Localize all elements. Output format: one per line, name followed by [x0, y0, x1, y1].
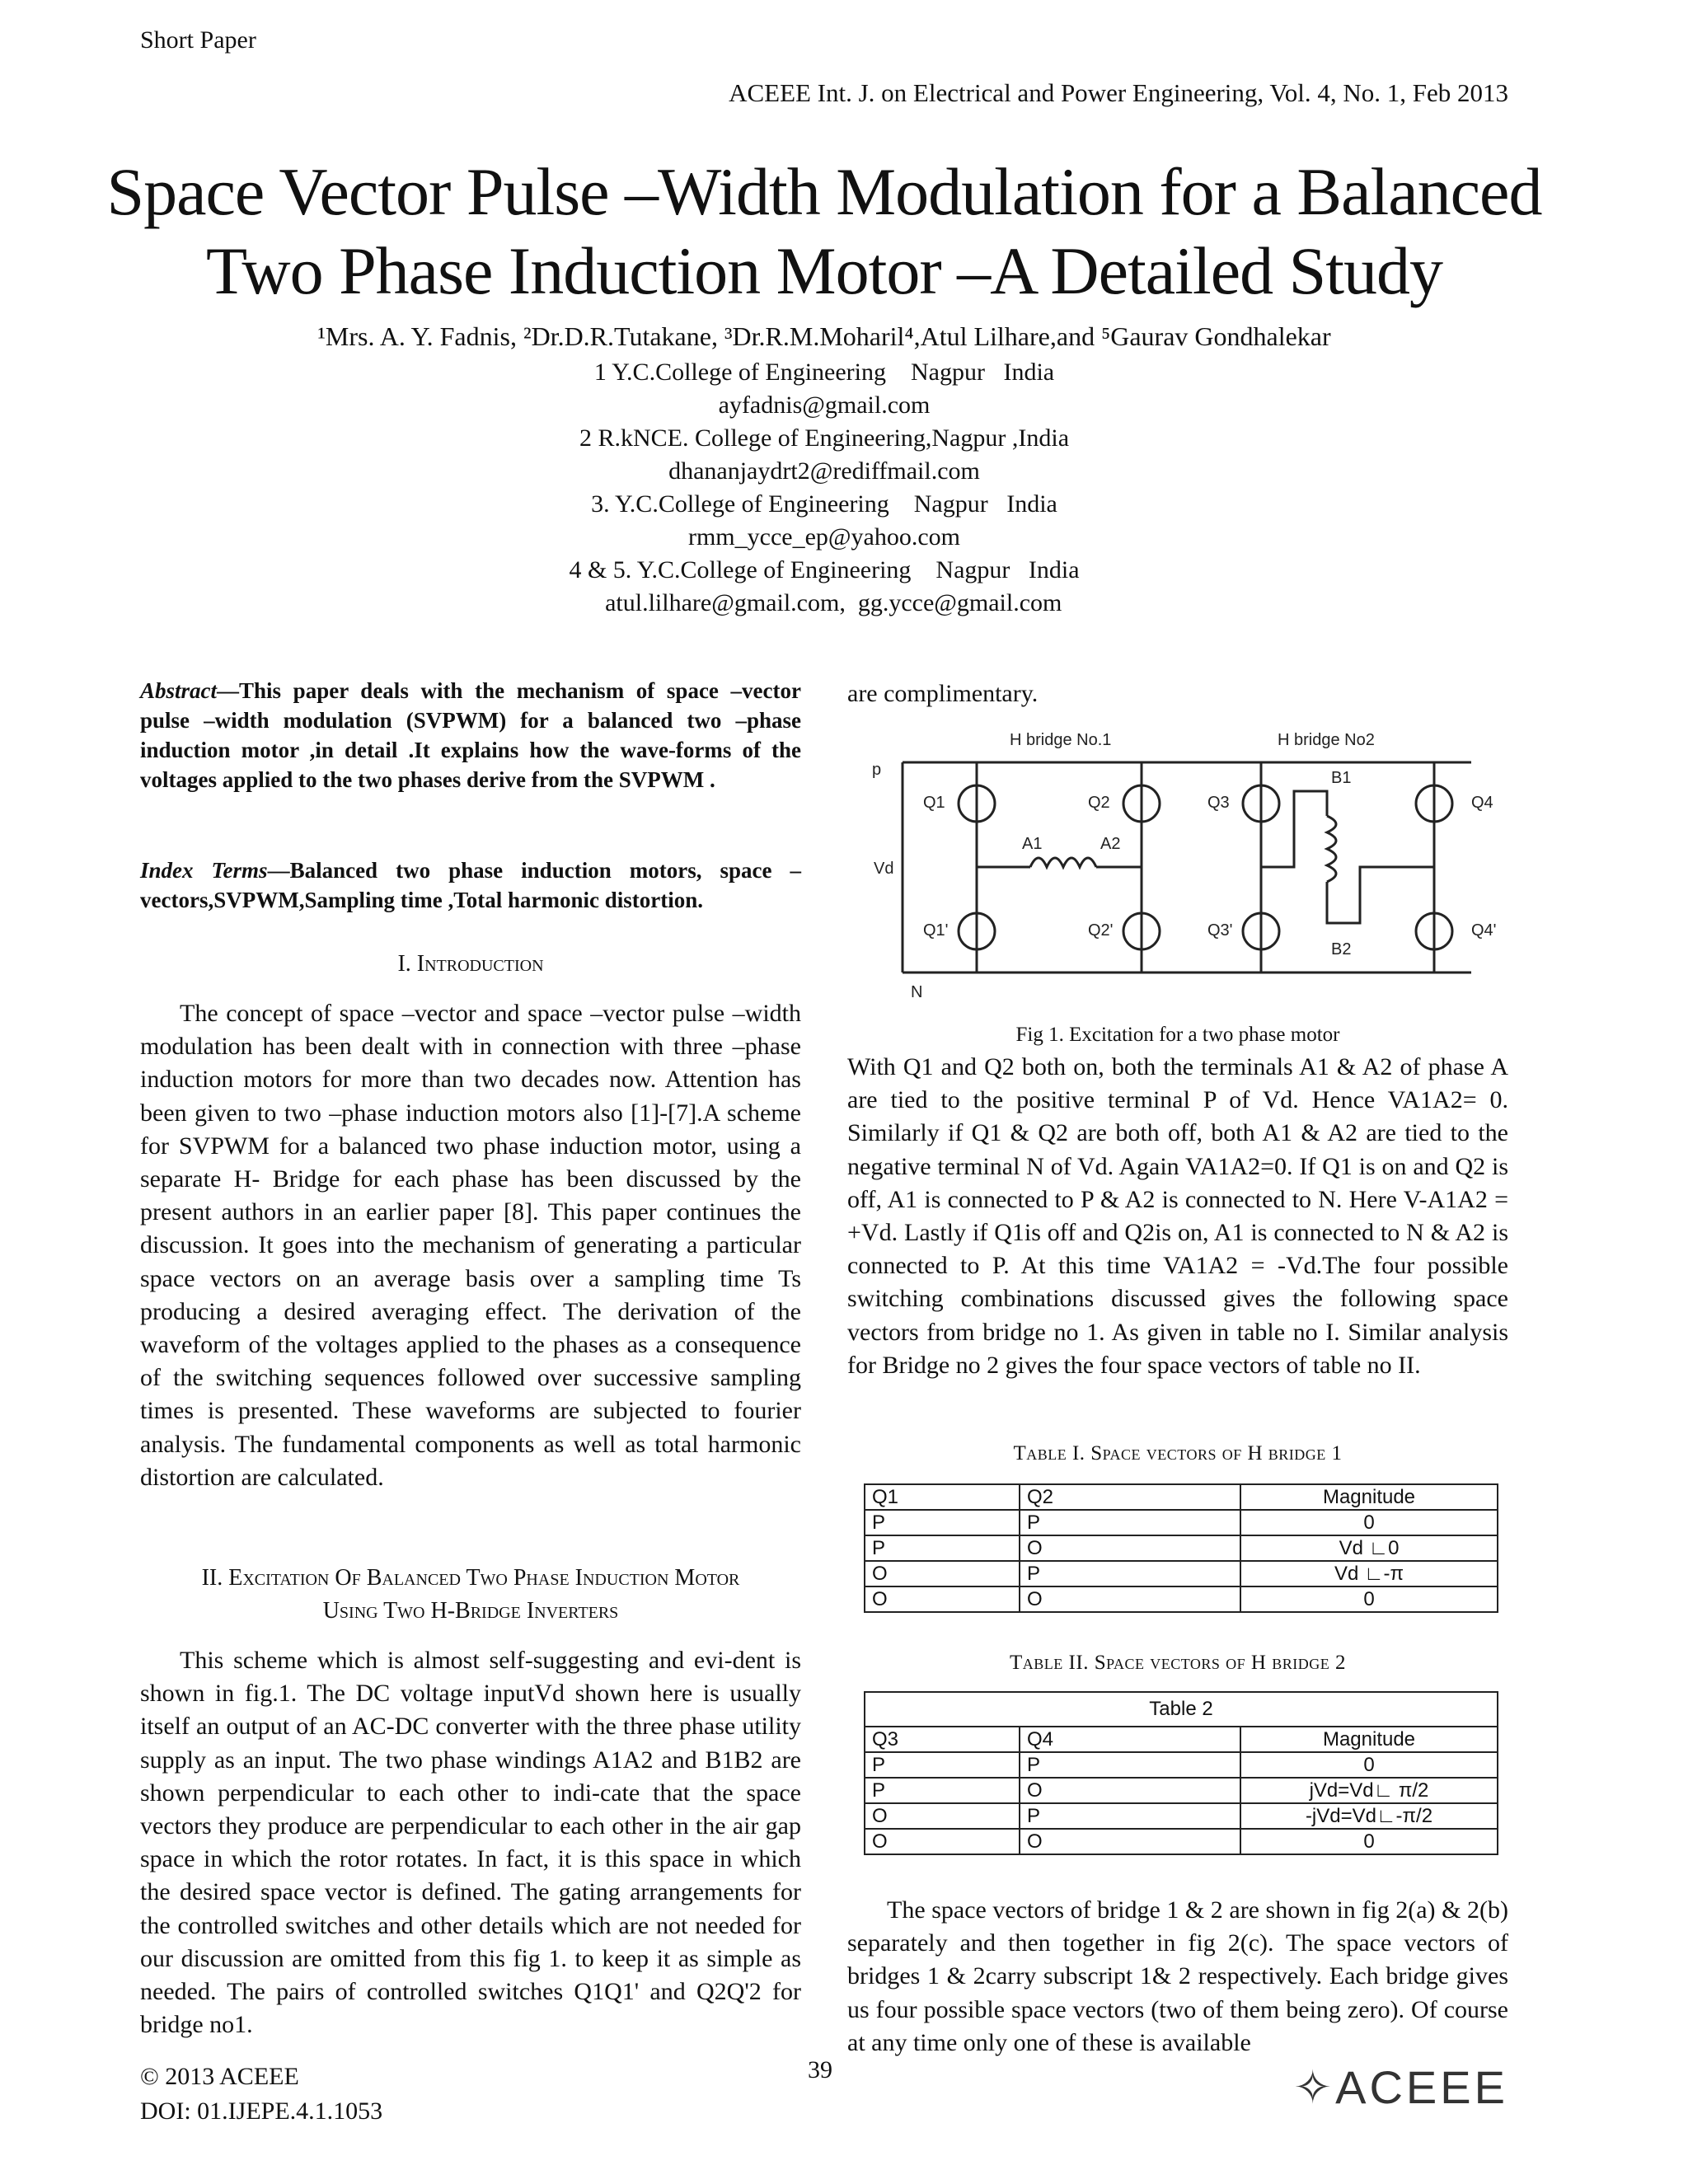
table-cell: P — [1020, 1752, 1240, 1778]
table-cell: O — [865, 1561, 1020, 1586]
label-b1: B1 — [1331, 769, 1352, 787]
table-1-caption: Table I. Space vectors of H bridge 1 — [1013, 1442, 1343, 1465]
authors: ¹Mrs. A. Y. Fadnis, ²Dr.D.R.Tutakane, ³Dr.R.M.Moharil⁴,Atul Lilhare,and ⁵Gaurav Gondhalekar — [317, 321, 1331, 351]
table-cell: -jVd=Vd∟-π/2 — [1240, 1803, 1498, 1829]
table-title: Table 2 — [865, 1692, 1498, 1727]
doi: DOI: 01.IJEPE.4.1.1053 — [140, 2097, 383, 2125]
label-b2: B2 — [1331, 940, 1352, 958]
abstract-label: Abstract — [140, 678, 218, 703]
table-header-cell: Q2 — [1020, 1484, 1240, 1510]
table-cell: 0 — [1240, 1752, 1498, 1778]
label-q3: Q3 — [1207, 794, 1230, 812]
winding-a-coil — [1030, 858, 1096, 867]
label-vd: Vd — [874, 860, 894, 878]
figure-1-caption: Fig 1. Excitation for a two phase motor — [1015, 1024, 1340, 1046]
table-cell: O — [865, 1803, 1020, 1829]
table-cell: O — [865, 1586, 1020, 1612]
space-vector-paragraph: The space vectors of bridge 1 & 2 are shown in fig 2(a) & 2(b) separately and then together in fig 2(c). The space vectors of bridges 1 & 2carry subscript 1& 2 respectively. Each bridge gives us four possible space vectors (two of them being zero). Of course at any time only one of these is available — [847, 1896, 1508, 2056]
index-terms-text: —Balanced two phase induction motors, space –vectors,SVPWM,Sampling time ,Total harmonic distortion. — [140, 858, 802, 912]
table-2-caption: Table II. Space vectors of H bridge 2 — [1010, 1652, 1346, 1674]
label-n: N — [911, 983, 923, 1001]
affiliation-line: 1 Y.C.College of Engineering Nagpur India — [593, 359, 1055, 386]
table-1 — [864, 1483, 1498, 1613]
running-head: Short Paper — [140, 26, 256, 54]
table-header-cell: Q3 — [865, 1727, 1020, 1752]
excitation-paragraph: This scheme which is almost self-suggesting and evi-dent is shown in fig.1. The DC voltage inputVd shown here is usually itself an output of an AC-DC converter with the three phase utility supply as an input. The two phase windings A1A2 and B1B2 are shown perpendicular to each other to indi-cate that the space vectors they produce are perpendicular to each other in the air gap space in which the rotor rotates. In fact, it is this space in which the desired space vector is defined. The gating arrangements for the controlled switches and other details which are not needed for our discussion are omitted from this fig 1. to keep it as simple as needed. The pairs of controlled switches Q1Q1' and Q2Q'2 for bridge no1. — [140, 1647, 801, 2039]
table-cell: P — [865, 1510, 1020, 1535]
page-number: 39 — [808, 2056, 832, 2083]
label-q2: Q2 — [1088, 794, 1110, 812]
table-cell: P — [1020, 1803, 1240, 1829]
affiliation-line: 2 R.kNCE. College of Engineering,Nagpur ,India — [579, 424, 1070, 452]
table-cell: O — [1020, 1535, 1240, 1561]
winding-b-lead — [1261, 791, 1327, 867]
table-row — [865, 1510, 1498, 1535]
email-line: dhananjaydrt2@rediffmail.com — [668, 457, 980, 485]
table-cell: 0 — [1240, 1510, 1498, 1535]
table-cell: 0 — [1240, 1829, 1498, 1854]
star-icon: ✧ — [1293, 2061, 1336, 2113]
table-row — [865, 1829, 1498, 1854]
publisher-logo — [1293, 2060, 1508, 2115]
label-q4: Q4 — [1471, 794, 1493, 812]
section-heading-introduction: I. Introduction — [397, 951, 544, 977]
table-row — [865, 1778, 1498, 1803]
table-cell: O — [1020, 1778, 1240, 1803]
table-cell: 0 — [1240, 1586, 1498, 1612]
table-cell: P — [865, 1535, 1020, 1561]
label-bridge-1: H bridge No.1 — [1010, 731, 1112, 749]
abstract-text: —This paper deals with the mechanism of space –vector pulse –width modulation (SVPWM) for a balanced two –phase induction motor ,in detail .It explains how the wave-forms of the voltages applied to the two phases derive from the SVPWM . — [140, 678, 801, 792]
table-cell: P — [1020, 1561, 1240, 1586]
label-q3-prime: Q3' — [1207, 921, 1233, 940]
table-row — [865, 1535, 1498, 1561]
table-2 — [864, 1691, 1498, 1855]
label-bridge-2: H bridge No2 — [1278, 731, 1375, 749]
table-cell: O — [1020, 1829, 1240, 1854]
winding-b-lead — [1327, 867, 1434, 923]
table-cell: jVd=Vd∟ π/2 — [1240, 1778, 1498, 1803]
table-cell: P — [1020, 1510, 1240, 1535]
label-a2: A2 — [1100, 835, 1121, 853]
logo-text: ACEEE — [1335, 2061, 1508, 2113]
label-q2-prime: Q2' — [1088, 921, 1114, 940]
table-cell: P — [865, 1778, 1020, 1803]
section-heading-line-1: II. Excitation Of Balanced Two Phase Induction Motor — [201, 1565, 740, 1591]
figure-1-circuit-diagram — [865, 725, 1525, 1005]
table-header-cell: Magnitude — [1240, 1727, 1498, 1752]
email-line: atul.lilhare@gmail.com, gg.ycce@gmail.com — [586, 589, 1062, 616]
label-a1: A1 — [1022, 835, 1043, 853]
affiliation-line: 4 & 5. Y.C.College of Engineering Nagpur India — [569, 556, 1080, 583]
table-header-cell: Magnitude — [1240, 1484, 1498, 1510]
table-row — [865, 1803, 1498, 1829]
table-cell: Vd ∟-π — [1240, 1561, 1498, 1586]
index-terms — [140, 855, 801, 915]
table-cell: O — [1020, 1586, 1240, 1612]
table-cell: O — [865, 1829, 1020, 1854]
continued-text: are complimentary. — [847, 680, 1039, 707]
affiliation-line: 3. Y.C.College of Engineering Nagpur India — [591, 490, 1057, 518]
copyright: © 2013 ACEEE — [140, 2063, 299, 2090]
index-terms-label: Index Terms — [140, 858, 268, 883]
title-line-2: Two Phase Induction Motor –A Detailed Study — [206, 233, 1442, 308]
email-line: ayfadnis@gmail.com — [718, 391, 931, 419]
table-row — [865, 1586, 1498, 1612]
table-cell: P — [865, 1752, 1020, 1778]
table-row — [865, 1752, 1498, 1778]
affiliations — [0, 356, 1648, 620]
table-header-cell: Q1 — [865, 1484, 1020, 1510]
table-row — [865, 1561, 1498, 1586]
section-heading-excitation — [140, 1562, 801, 1628]
label-p: p — [872, 761, 882, 779]
table-cell: Vd ∟0 — [1240, 1535, 1498, 1561]
abstract — [140, 676, 801, 794]
email-line: rmm_ycce_ep@yahoo.com — [687, 523, 960, 551]
title-line-1: Space Vector Pulse –Width Modulation for a Balanced — [106, 154, 1542, 229]
table-header-row — [865, 1727, 1498, 1752]
section-heading-line-2: Using Two H-Bridge Inverters — [322, 1598, 619, 1624]
switching-paragraph: With Q1 and Q2 both on, both the terminals A1 & A2 of phase A are tied to the positive terminal P of Vd. Hence VA1A2= 0. Similarly if Q1 & Q2 are both off, both A1 & A2 are tied to the negative terminal N of Vd. Again VA1A2=0. If Q1 is on and Q2 is off, A1 is connected to P & A2 is connected to N. Here V-A1A2 = +Vd. Lastly if Q1is off and Q2is on, A1 is connected to N & A2 is connected to P. At this time VA1A2 = -Vd.The four possible switching combinations discussed gives the following space vectors from bridge no 1. As given in table no I. Similar analysis for Bridge no 2 gives the four space vectors of table no II. — [847, 1053, 1508, 1379]
paper-title — [0, 152, 1648, 311]
label-q4-prime: Q4' — [1471, 921, 1497, 940]
winding-b-coil — [1327, 816, 1336, 882]
table-title-row — [865, 1692, 1498, 1727]
introduction-paragraph: The concept of space –vector and space –vector pulse –width modulation has been dealt with in connection with three –phase induction motors for more than two decades now. Attention has been given to two –phase induction motors also [1]-[7].A scheme for SVPWM for a balanced two phase induction motor, using a separate H- Bridge for each phase has been discussed by the present authors in an earlier paper [8]. This paper continues the discussion. It goes into the mechanism of generating a particular space vectors on an average basis over a sampling time Ts producing a desired averaging effect. The derivation of the waveform of the voltages applied to the phases as a consequence of the switching sequences followed over successive sampling times is presented. These waveforms are subjected to fourier analysis. The fundamental components as well as total harmonic distortion are calculated. — [140, 1000, 801, 1491]
label-q1-prime: Q1' — [923, 921, 949, 940]
label-q1: Q1 — [923, 794, 945, 812]
table-header-row — [865, 1484, 1498, 1510]
table-header-cell: Q4 — [1020, 1727, 1240, 1752]
journal-citation: ACEEE Int. J. on Electrical and Power Engineering, Vol. 4, No. 1, Feb 2013 — [729, 78, 1508, 107]
